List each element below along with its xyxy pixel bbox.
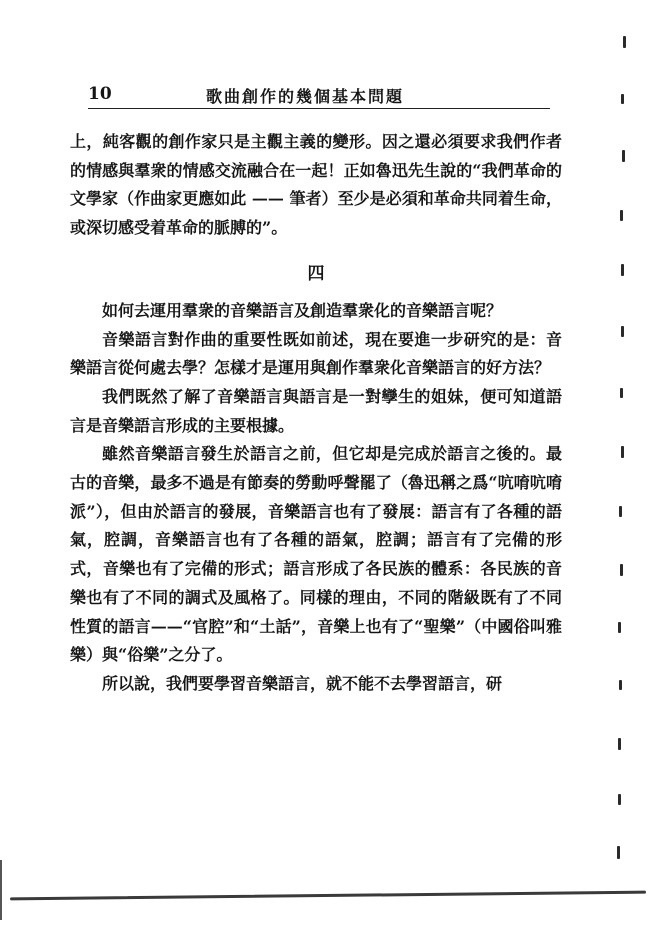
scan-mark bbox=[619, 506, 622, 517]
text-line: 我們既然了解了音樂語言與語言是一對孿生的姐妹，便 bbox=[102, 386, 497, 406]
paragraph bbox=[70, 670, 562, 699]
page-edge-bottom bbox=[10, 891, 646, 901]
scan-mark bbox=[621, 94, 624, 104]
text-line: 上，純客觀的創作家只是主觀主義的變形。因之還必須要求我 bbox=[70, 132, 514, 151]
text-line: 氣，腔調；語言有了完備的形式，音樂也有了完備的形式；語言 bbox=[70, 530, 562, 579]
text-line: 可知道語言是音樂語言形成的主要根據。 bbox=[70, 386, 562, 435]
paragraph bbox=[70, 326, 562, 383]
scan-mark bbox=[622, 150, 625, 162]
text-line: 格了。同樣的理由，不同的階級既有了不同性質的語言—— bbox=[70, 587, 562, 636]
text-line: 們作者的情感與羣衆的情感交流融合在一起！正如魯迅先生 bbox=[70, 132, 562, 180]
text-line: 樂”之分了。 bbox=[143, 645, 233, 665]
text-line: 發展：語言有了各種的語氣，腔調，音樂語言也有了各種的語 bbox=[70, 501, 562, 550]
scan-mark bbox=[620, 564, 623, 576]
scan-mark bbox=[623, 36, 626, 48]
text-line: 雖然音樂語言發生於語言之前，但它却是完成於語言之 bbox=[102, 444, 497, 464]
scan-mark bbox=[621, 264, 624, 276]
section-heading: 四 bbox=[307, 263, 325, 284]
scan-mark bbox=[621, 326, 624, 337]
scan-mark bbox=[617, 846, 620, 859]
scan-mark bbox=[618, 794, 621, 805]
page-header bbox=[88, 84, 550, 109]
text-line: 稱之爲“吭唷吭唷派”），但由於語言的發展，音樂語言也有了 bbox=[70, 473, 562, 521]
text-line: 後的。最古的音樂，最多不過是有節奏的勞動呼聲罷了（魯迅 bbox=[70, 444, 562, 493]
intro-paragraph bbox=[70, 128, 562, 243]
text-line: 如何去運用羣衆的音樂語言及創造羣衆化的音樂語言呢？ bbox=[102, 300, 503, 320]
text-line: 說的“我們革命的文學家（作曲家更應如此 —— 筆者）至少是 bbox=[70, 160, 562, 209]
scan-mark bbox=[620, 210, 623, 221]
paragraph bbox=[70, 440, 562, 670]
text-line: “官腔”和“土話”，音樂上也有了“聖樂”（中國俗叫雅樂）與“俗 bbox=[70, 616, 562, 665]
paragraph bbox=[70, 297, 562, 326]
text-line: 音樂語言對作曲的重要性既如前述，現在要進一步研究 bbox=[102, 329, 497, 349]
scan-mark bbox=[619, 680, 622, 690]
scan-mark bbox=[618, 738, 621, 750]
text-line: 所以說，我們要學習音樂語言，就不能不去學習語言，研 bbox=[102, 673, 503, 693]
text-line: 形成了各民族的體系：各民族的音樂也有了不同的調式及風 bbox=[70, 559, 562, 607]
running-title: 歌曲創作的幾個基本問題 bbox=[206, 87, 405, 106]
text-line: 的是：音樂語言從何處去學？怎樣才是運用與創作羣衆化音樂 bbox=[70, 329, 562, 378]
paragraph bbox=[70, 383, 562, 440]
scan-mark bbox=[618, 622, 621, 633]
text-line: 必須和革命共同着生命，或深切感受着革命的脈膊的”。 bbox=[70, 189, 562, 238]
text-line: 語言的好方法？ bbox=[438, 358, 551, 378]
page-edge-left bbox=[0, 860, 2, 920]
scan-mark bbox=[621, 446, 624, 458]
body-text bbox=[70, 128, 562, 699]
scan-mark bbox=[620, 388, 623, 398]
page-number: 10 bbox=[88, 84, 112, 104]
